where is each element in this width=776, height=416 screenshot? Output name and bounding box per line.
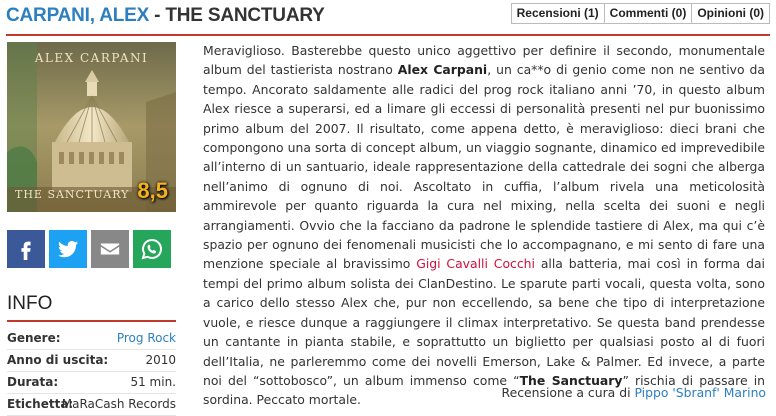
- page-title: [6, 5, 325, 27]
- info-value: 2010: [145, 353, 176, 367]
- tab-opinioni[interactable]: Opinioni (0): [691, 3, 770, 24]
- tab-commenti[interactable]: Commenti (0): [604, 3, 692, 24]
- review-author: [502, 385, 766, 400]
- info-row-etichetta: [7, 394, 176, 416]
- review-text: [203, 41, 765, 410]
- page-header: [6, 0, 770, 36]
- twitter-icon: [56, 237, 80, 261]
- artist-bold: Alex Carpani: [397, 62, 488, 78]
- info-key: Anno di uscita:: [7, 353, 109, 367]
- mail-icon: [99, 238, 121, 260]
- rating-score: 8,5: [137, 178, 168, 203]
- info-key: Durata:: [7, 375, 59, 389]
- tab-bar: [511, 3, 770, 24]
- genre-link[interactable]: Prog Rock: [116, 331, 176, 345]
- album-cover: [7, 42, 176, 212]
- facebook-share-button[interactable]: [7, 230, 45, 268]
- facebook-icon: [15, 238, 37, 260]
- cover-band-text: ALEX CARPANI: [34, 51, 149, 65]
- review-segment: , un ca**o di genio come non ne sentivo da tempo. Ancorato saldamente alle radici del prog rock italiano anni ’70, in questo album Alex riesce a superarsi, ed a limare gli eccessi di personalità presenti nel pur buonissimo primo album del 2007. Il risultato, come appena detto, è meraviglioso: dieci brani che compongono una sorta di concept album, un viaggio sognante, dinamico ed imprevedibile all’interno di un santuario, ideale rappresentazione della cattedrale dei sogni che alberga nell’animo di ognuno di noi. Ascoltato in cuffia, l’album rivela una meticolosità ammirevole per quanto riguarda la cura nel mixing, nella scelta dei suoni e negli arrangiamenti. Ovvio che la facciano da padrone le splendide tastiere di Alex, ma qui c’è spazio per ognuno dei fenomenali musicisti che lo accompagnano, e mi sento di fare una menzione speciale al bravissimo: [203, 62, 765, 272]
- artist-name[interactable]: CARPANI, ALEX: [6, 5, 150, 26]
- info-row-durata: [7, 372, 176, 394]
- author-link[interactable]: Pippo 'Sbranf' Marino: [634, 385, 766, 400]
- whatsapp-icon: [140, 237, 164, 261]
- album-bold: The Sanctuary: [519, 372, 623, 388]
- title-separator: -: [149, 5, 166, 26]
- review-segment: alla batteria, mai così in forma dai tempi del primo album solista dei ClanDestino. Le sparute parti vocali, questa volta, sono a carico dello stesso Alex che, pur non eccellendo, sa bene che tipo di interpretazione vuole, e riesce dunque a raggiungere il climax interpretativo. Se questa band prendesse un cantante in pianta stabile, e soprattutto un biglietto per qualsiasi posto al di fuori dell’Italia, ne parleremmo come dei novelli Emerson, Lake & Palmer. Ed invece, a parte noi del “sottobosco”, un album immenso come “: [203, 256, 765, 388]
- tab-recensioni[interactable]: Recensioni (1): [511, 3, 604, 24]
- info-value: 51 min.: [130, 375, 176, 389]
- info-divider: [7, 320, 176, 322]
- album-title: THE SANCTUARY: [165, 5, 325, 26]
- info-key: Etichetta:: [7, 397, 74, 411]
- twitter-share-button[interactable]: [49, 230, 87, 268]
- review-segment: Meraviglioso. Basterebbe questo unico aggettivo per definire il secondo, monumentale album del tastierista nostrano: [203, 43, 765, 78]
- cover-title-text: THE SANCTUARY: [15, 188, 130, 201]
- info-key: Genere:: [7, 331, 61, 345]
- info-value: MaRaCash Records: [61, 397, 176, 411]
- review-segment: ” rischia di passare in sordina. Peccato mortale.: [203, 372, 765, 408]
- info-heading: INFO: [7, 293, 53, 314]
- share-buttons: [7, 230, 171, 268]
- musician-link[interactable]: Gigi Cavalli Cocchi: [416, 256, 535, 272]
- info-row-anno: [7, 350, 176, 372]
- whatsapp-share-button[interactable]: [133, 230, 171, 268]
- info-row-genere: [7, 328, 176, 350]
- author-prefix: Recensione a cura di: [501, 385, 635, 400]
- mail-share-button[interactable]: [91, 230, 129, 268]
